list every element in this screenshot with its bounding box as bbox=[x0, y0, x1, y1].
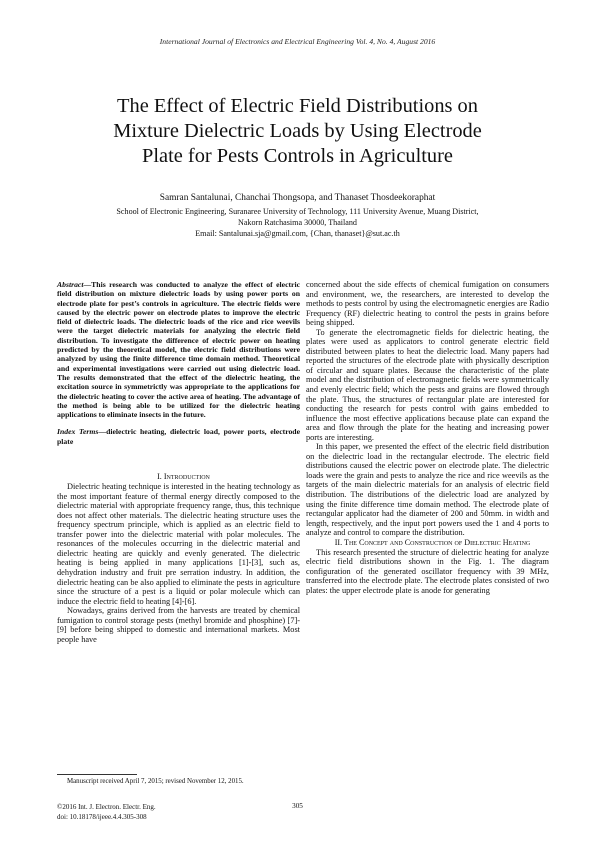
doi: doi: 10.18178/ijeee.4.4.305-308 bbox=[57, 813, 147, 821]
abstract bbox=[57, 280, 300, 419]
left-column bbox=[57, 280, 300, 644]
email-line: Email: Santalunai.sja@gmail.com, {Chan, thanaset}@sut.ac.th bbox=[195, 229, 400, 238]
authors: Samran Santalunai, Chanchai Thongsopa, and Thanaset Thosdeekoraphat bbox=[159, 193, 436, 203]
index-terms-text: —dielectric heating, dielectric load, power ports, electrode plate bbox=[57, 427, 300, 446]
index-terms-label: Index Terms bbox=[57, 427, 99, 437]
section-heading-concept: II. The Concept and Construction of Dielectric Heating bbox=[334, 537, 531, 547]
journal-header: International Journal of Electronics and Electrical Engineering Vol. 4, No. 4, August 2016 bbox=[159, 37, 436, 46]
page-number: 305 bbox=[292, 802, 303, 810]
affiliation-line: School of Electronic Engineering, Suranaree University of Technology, 111 University Avenue, Muang District, bbox=[116, 207, 479, 216]
title-line: Plate for Pests Controls in Agriculture bbox=[142, 145, 453, 167]
paragraph: Nowadays, grains derived from the harvests are treated by chemical fumigation to control storage pests (methyl bromide and phosphine) [7]-[9] before being shipped to domestic and international markets. Most people have bbox=[57, 606, 300, 644]
abstract-label: Abstract bbox=[57, 280, 84, 289]
footnote: Manuscript received April 7, 2015; revised November 12, 2015. bbox=[67, 778, 244, 785]
copyright: ©2016 Int. J. Electron. Electr. Eng. bbox=[57, 803, 156, 811]
title-line: Mixture Dielectric Loads by Using Electrode bbox=[113, 120, 482, 142]
paragraph: Dielectric heating technique is interested in the heating technology as the most important feature of thermal energy directly composed to the dielectric material with appropriate frequency range, thus, this technique does not affect other materials. The dielectric heating structure uses the frequency spectrum principle, which is applied as an electric field to transfer power into the dielectric material with polar molecules. The resonances of the molecules occurring in the dielectric material and dielectric heating are quickly and evenly generated. The dielectric heating is being applied in many applications [1]-[3], such as, dehydration industry and fruit pre serration industry. In addition, the dielectric heating can be also applied to eliminate the pests in agriculture since the structure of a pest is a liquid or polar molecule which can induce the electric field to heating [4]-[6]. bbox=[57, 482, 300, 606]
index-terms bbox=[57, 427, 300, 446]
paper-title bbox=[30, 94, 565, 169]
footnote-rule bbox=[57, 774, 137, 775]
paragraph: In this paper, we presented the effect of the electric field distribution on the dielectric load in the rectangular electrode. The electric field distributions caused the electric power on electrode plate. The dielectric loads were the grain and pests to analyze the rice and rice weevils as the targets of the main dielectric materials for an analysis of electric field distribution. The distributions of the dielectric load are analyzed by using the finite difference time domain method. The electrode plate of rectangular applicator had the diameter of 200 and 50mm. in width and length, respectively, and the input port powers used the 1 and 4 ports to analyze and control to compare the distribution. bbox=[306, 442, 549, 538]
right-column bbox=[306, 280, 549, 596]
abstract-text: —This research was conducted to analyze the effect of electric field distribution on mixture dielectric loads by using power ports on electrode plate for pest’s controls in agriculture. The electric fields were caused by the electric power on electrode plates to improve the electric field of dielectric loads. The dielectric loads of the rice and rice weevils were the target dielectric materials for analyzing the electric field distribution. To investigate the difference of electric power on heating predicted by the theoretical model, the electric field distributions were analyzed by using the finite difference time domain method. Theoretical and experimental investigations were carried out using dielectric load. The results demonstrated that the effect of the dielectric heating, the excitation source in symmetrictly was appropriate to the applications for the dielectric heating to cover the active area of heating. The advantage of the method is being able to be utilized for the dielectric heating applications to eliminate insects in the future. bbox=[57, 280, 300, 420]
affiliation bbox=[40, 206, 555, 239]
title-line: The Effect of Electric Field Distributions on bbox=[117, 95, 478, 117]
section-heading-introduction: I. Introduction bbox=[157, 472, 210, 482]
affiliation-line: Nakorn Ratchasima 30000, Thailand bbox=[238, 218, 357, 227]
paragraph: To generate the electromagnetic fields for dielectric heating, the plates were used as applicators to control generate electric field distributed between plates to heat the dielectric load. Many papers had reported the structures of the electrode plate with physically description of circular and square plates. Because the characteristic of the plate model and the distribution of electromagnetic fields were symmetrically and evenly electric field; which the pests and grains are flowed through the plate. Thus, the structures of rectangular plate are interested for conducting the research for pests control with gains embedded to influence the most effective applications because plate can expand the area and flow through the plate for the heating and increasing power ports are interesting. bbox=[306, 327, 549, 442]
paragraph: concerned about the side effects of chemical fumigation on consumers and environment, we, the researchers, are interested to develop the methods to pests control by using the electromagnetic energies are Radio Frequency (RF) dielectric heating to control the pests in grains before being shipped. bbox=[306, 280, 549, 328]
paragraph: This research presented the structure of dielectric heating for analyze electric field distributions shown in the Fig. 1. The diagram configuration of the generated oscillator frequency with 39 MHz, transferred into the electrode plate. The electrode plates consisted of two plates: the upper electrode plate is anode for generating bbox=[306, 547, 549, 595]
